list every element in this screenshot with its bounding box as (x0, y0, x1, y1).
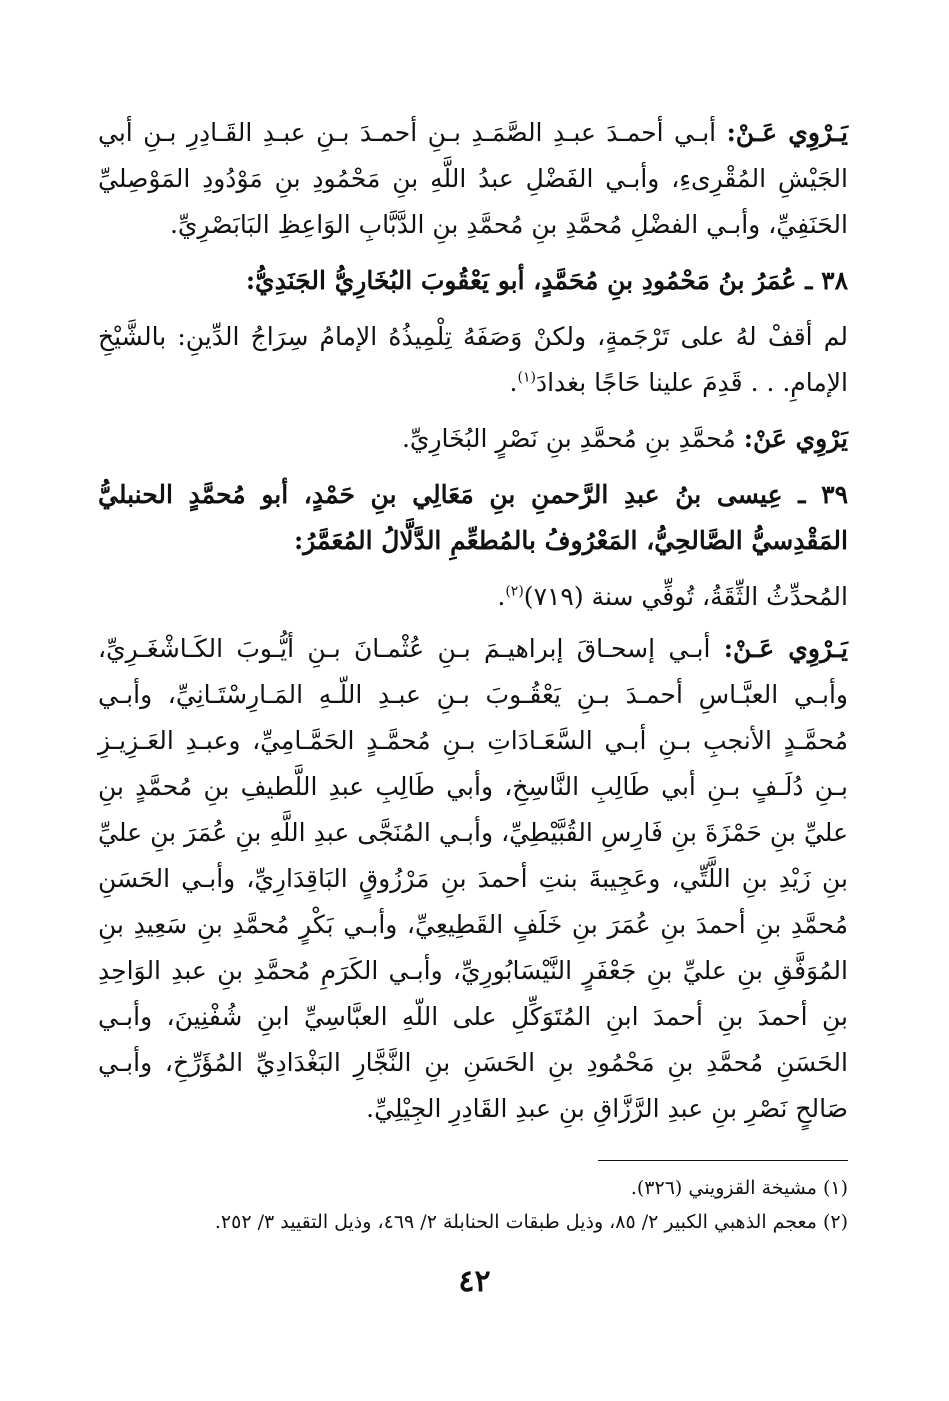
footnote-divider (598, 1160, 848, 1161)
entry-39-bio-text: المُحدِّثُ الثِّقَةُ، تُوفِّي سنة (٧١٩) (523, 582, 848, 611)
entry-38-bio-end: . (509, 368, 518, 397)
paragraph-entry-38-bio (98, 314, 848, 406)
page-body (98, 110, 848, 1142)
footnote-1: (١) مشيخة القزويني (٣٢٦). (630, 1177, 848, 1199)
narrators-list-1: أبـي أحمـدَ عبـدِ الصَّمَـدِ بـنِ أحمـدَ بـنِ عبـدِ القَـادِرِ بـنِ أبي الجَيْشِ المُقْرِىءِ، وأبـي الفَضْلِ عبدُ اللَّهِ بنِ مَحْمُودِ بنِ مَوْدُودِ المَوْصِليِّ الحَنَفِيِّ، وأبـي الفضْلِ مُحمَّدِ بنِ مُحمَّدِ بنِ الدَّبَّابِ الوَاعِظِ البَابَصْرِيِّ. (98, 118, 848, 239)
entry-39-bio-end: . (497, 582, 506, 611)
footnote-ref-1: (١) (517, 369, 536, 386)
narrates-from-label: يَرْوِي عَنْ: (743, 424, 848, 453)
footnote-ref-2: (٢) (505, 583, 524, 600)
paragraph-entry-39-bio (98, 574, 848, 620)
entry-39-heading: ٣٩ ـ عِيسى بنُ عبدِ الرَّحمنِ بنِ مَعَالِي بنِ حَمْدٍ، أبو مُحمَّدٍ الحنبليُّ المَقْدِسيُّ الصَّالحِيُّ، المَعْرُوفُ بالمُطعِّمِ الدَّلَّالُ المُعَمَّرُ: (98, 480, 848, 555)
footnote-2: (٢) معجم الذهبي الكبير ٢/ ٨٥، وذيل طبقات الحنابلة ٢/ ٤٦٩، وذيل التقييد ٣/ ٢٥٢. (214, 1211, 848, 1233)
narrates-from-label: يَـرْوِي عَـنْ: (726, 118, 848, 147)
narrates-from-label: يَـرْوِي عَـنْ: (723, 634, 848, 663)
paragraph-narrators-3 (98, 626, 848, 1132)
entry-38-bio-text: لم أقفْ لهُ على تَرْجَمةٍ، ولكنْ وَصَفَهُ تِلْمِيذُهُ الإمامُ سِرَاجُ الدِّينِ: بالشَّيْخِ الإمامِ. . . قَدِمَ علينا حَاجًا بغدادَ (98, 322, 848, 397)
page-number: ٤٢ (458, 1264, 491, 1299)
footnotes-section (98, 1160, 848, 1239)
paragraph-narrators-2 (98, 416, 848, 462)
entry-38-heading: ٣٨ ـ عُمَرُ بنُ مَحْمُودِ بنِ مُحَمَّدٍ، أبو يَعْقُوبَ البُخَارِيُّ الجَنَدِيُّ: (245, 266, 848, 295)
narrators-list-2: مُحمَّدِ بنِ مُحمَّدِ بنِ نَصْرٍ البُخَارِيِّ. (401, 424, 736, 453)
paragraph-narrators-1 (98, 110, 848, 248)
narrators-list-3: أبـي إسحـاقَ إبراهيـمَ بـنِ عُثْمـانَ بـنِ أيُّـوبَ الكَـاشْغَـرِيِّ، وأبـي العبَّـاسِ أحمـدَ بـنِ يَعْقُـوبَ بـنِ عبـدِ اللّـهِ المَـارِسْتَـانِيِّ، وأبـي مُحمَّـدٍ الأنجبِ بـنِ أبـي السَّعَـادَاتِ بـنِ مُحمَّـدٍ الحَمَّـامِيِّ، وعبـدِ العَـزِيـزِ بـنِ دُلَـفٍ بـنِ أبي طَالِبِ النَّاسِخِ، وأبي طَالِبِ عبدِ اللَّطيفِ بنِ مُحمَّدٍ بنِ عليِّ بنِ حَمْزَةَ بنِ فَارِسِ القُبَّيْطِيِّ، وأبـي المُنَجَّى عبدِ اللَّهِ بنِ عُمَرَ بنِ عليِّ بنِ زَيْدِ بنِ اللَّتِّي، وعَجِيبةَ بنتِ أحمدَ بنِ مَرْزُوقٍ البَاقِدَارِيِّ، وأبـي الحَسَنِ مُحمَّدِ بنِ أحمدَ بنِ عُمَرَ بنِ خَلَفٍ القَطِيعِيِّ، وأبـي بَكْرٍ مُحمَّدِ بنِ سَعِيدِ بنِ المُوَفَّقِ بنِ عليِّ بنِ جَعْفَرٍ النَّيْسَابُورِيِّ، وأبـي الكَرَمِ مُحمَّدِ بنِ عبدِ الوَاحِدِ بنِ أحمدَ بنِ أحمدَ ابنِ المُتَوَكِّلِ على اللّهِ العبَّاسِيِّ ابنِ شُفْنِينَ، وأبـي الحَسَنِ مُحمَّدِ بنِ مَحْمُودِ بنِ الحَسَنِ بنِ النَّجَّارِ البَغْدَادِيِّ المُؤَرِّخِ، وأبـي صَالحٍ نَصْرِ بنِ عبدِ الرَّزَّاقِ بنِ عبدِ القَادِرِ الجِيْلِيِّ. (98, 634, 848, 1123)
